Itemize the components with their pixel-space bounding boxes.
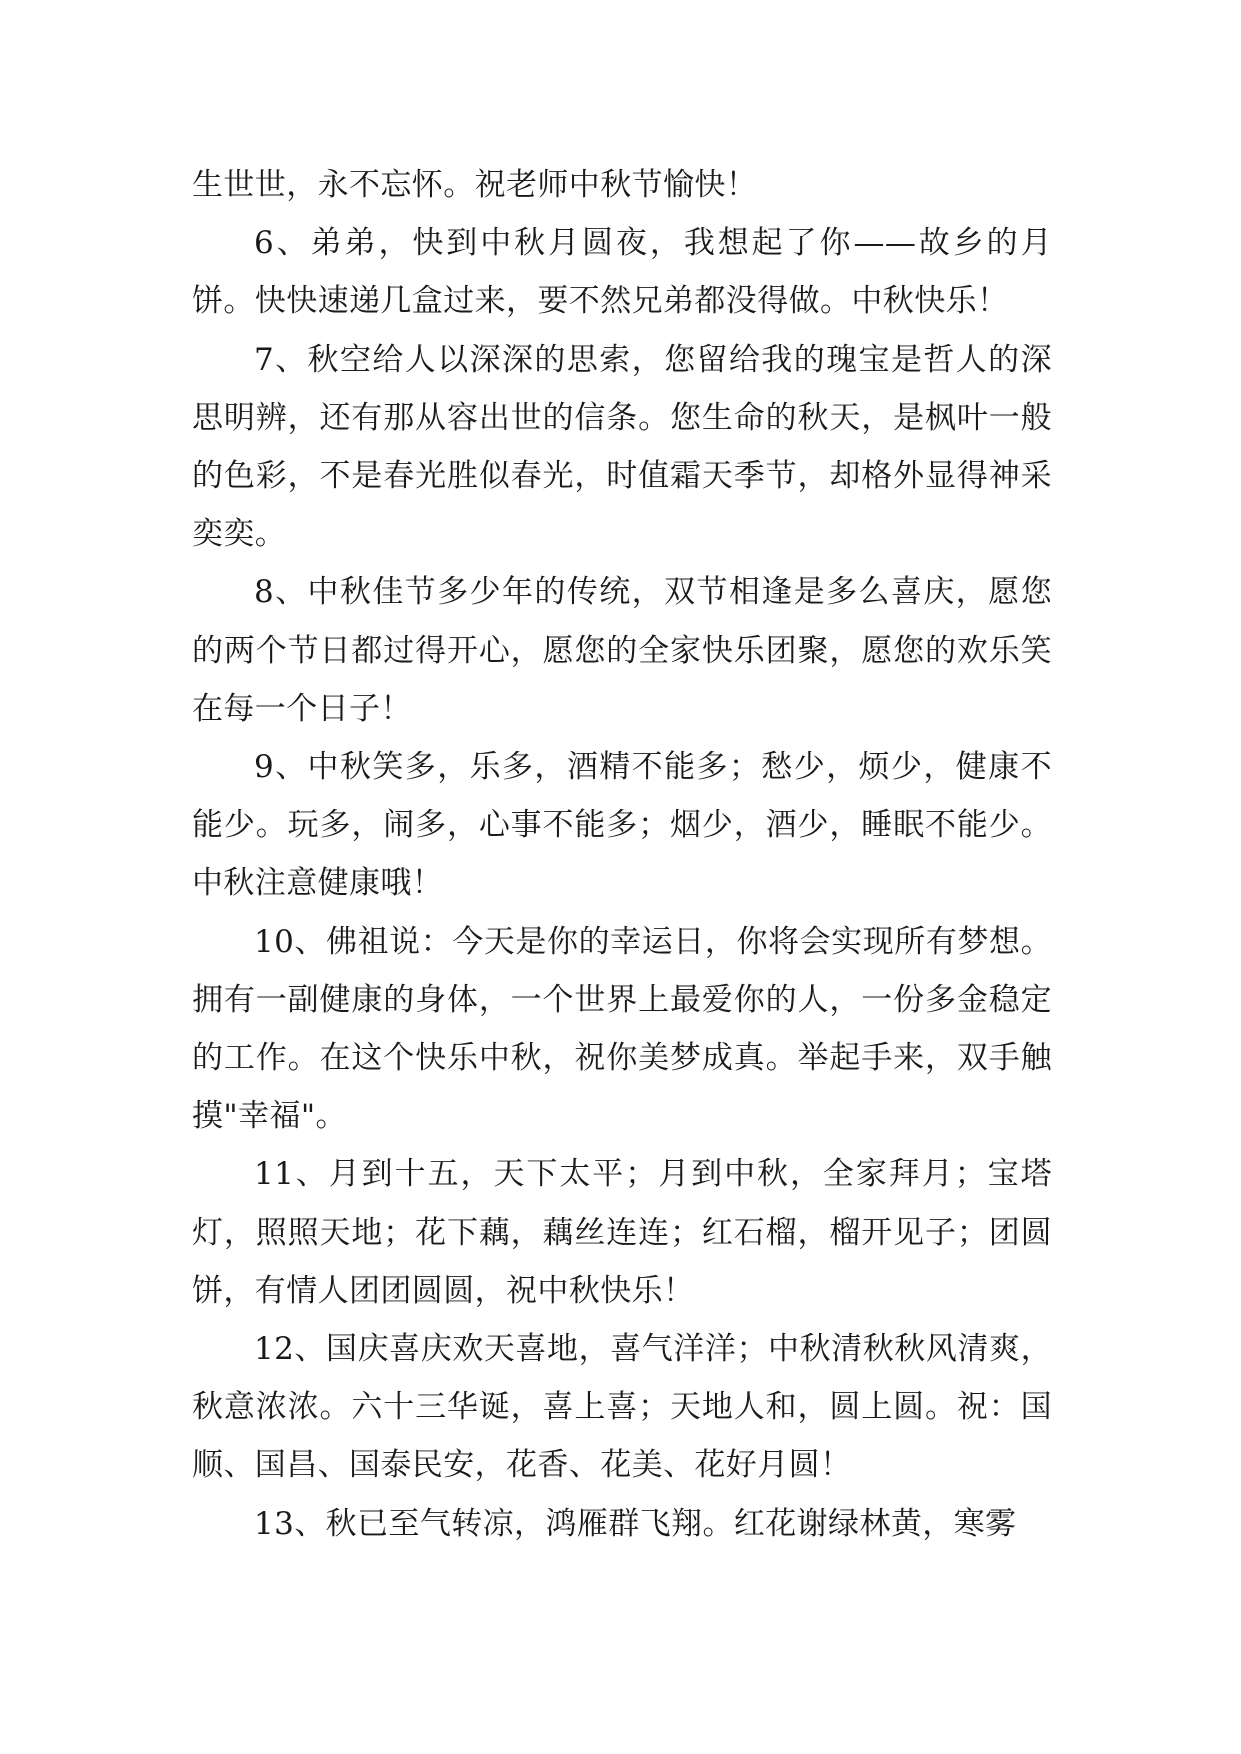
- paragraph-item-10: 10、佛祖说：今天是你的幸运日，你将会实现所有梦想。拥有一副健康的身体，一个世界上最爱你的人，一份多金稳定的工作。在这个快乐中秋，祝你美梦成真。举起手来，双手触摸"幸福"。: [192, 923, 1052, 1135]
- paragraph-item-7: 7、秋空给人以深深的思索，您留给我的瑰宝是哲人的深思明辨，还有那从容出世的信条。您生命的秋天，是枫叶一般的色彩，不是春光胜似春光，时值霜天季节，却格外显得神采奕奕。: [192, 341, 1052, 553]
- paragraph-item-6: 6、弟弟，快到中秋月圆夜，我想起了你——故乡的月饼。快快速递几盒过来，要不然兄弟都没得做。中秋快乐！: [192, 225, 1052, 320]
- paragraph-continuation: 生世世，永不忘怀。祝老师中秋节愉快！: [192, 167, 758, 203]
- paragraph-item-8: 8、中秋佳节多少年的传统，双节相逢是多么喜庆，愿您的两个节日都过得开心，愿您的全家快乐团聚，愿您的欢乐笑在每一个日子！: [192, 574, 1052, 727]
- paragraph-item-11: 11、月到十五，天下太平；月到中秋，全家拜月；宝塔灯，照照天地；花下藕，藕丝连连；红石榴，榴开见子；团圆饼，有情人团团圆圆，祝中秋快乐！: [192, 1156, 1052, 1309]
- document-body: [192, 156, 1052, 1553]
- paragraph-item-9: 9、中秋笑多，乐多，酒精不能多；愁少，烦少，健康不能少。玩多，闹多，心事不能多；烟少，酒少，睡眠不能少。中秋注意健康哦！: [192, 749, 1052, 902]
- paragraph-item-13: 13、秋已至气转凉，鸿雁群飞翔。红花谢绿林黄，寒雾: [254, 1505, 1017, 1542]
- paragraph-item-12: 12、国庆喜庆欢天喜地，喜气洋洋；中秋清秋秋风清爽，秋意浓浓。六十三华诞，喜上喜；天地人和，圆上圆。祝：国顺、国昌、国泰民安，花香、花美、花好月圆！: [192, 1331, 1052, 1484]
